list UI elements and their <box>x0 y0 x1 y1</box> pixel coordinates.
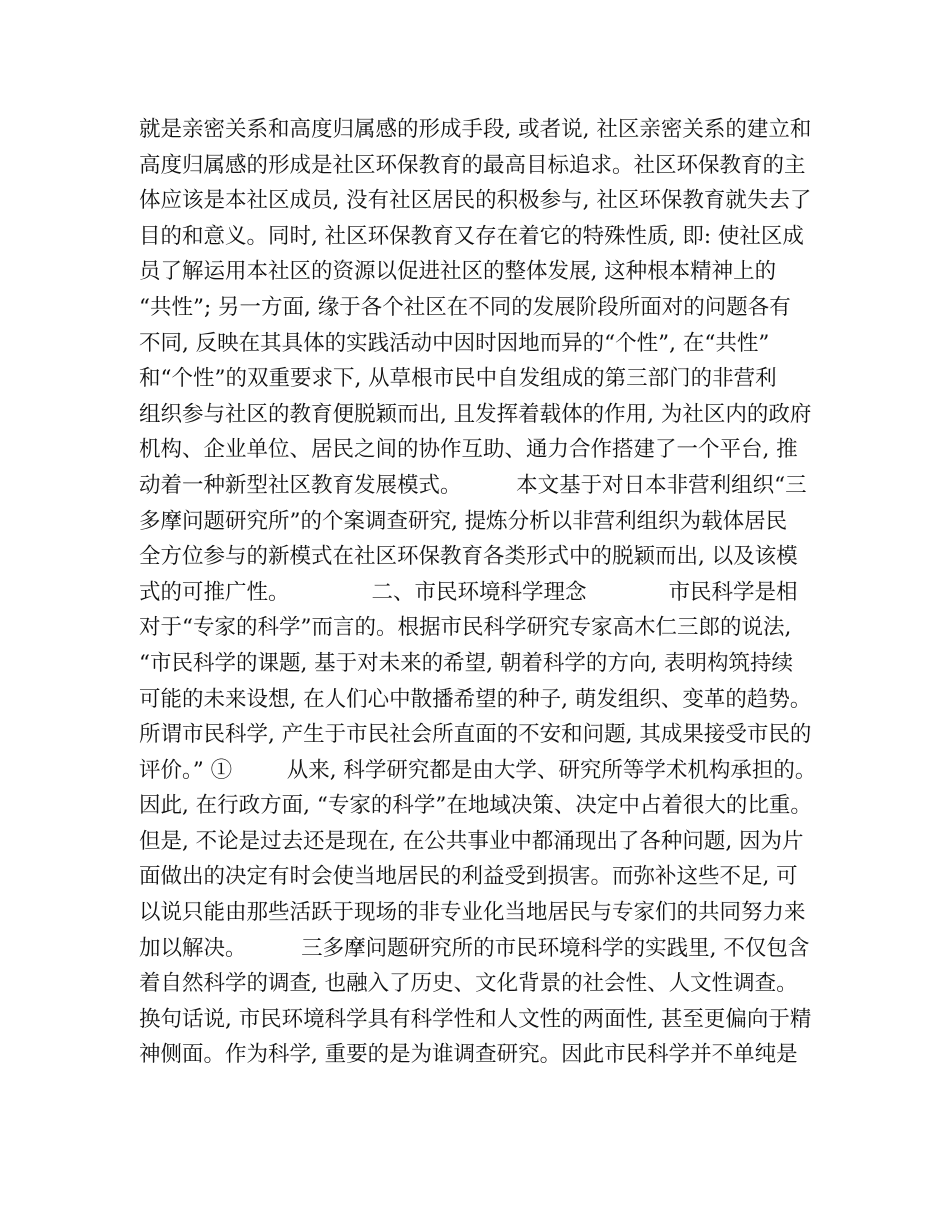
text-line: 组织参与社区的教育便脱颖而出, 且发挥着载体的作用, 为社区内的政府 <box>139 401 812 427</box>
text-line: 员了解运用本社区的资源以促进社区的整体发展, 这种根本精神上的 <box>139 259 777 285</box>
text-line: 就是亲密关系和高度归属感的形成手段, 或者说, 社区亲密关系的建立和 <box>139 117 812 142</box>
text-line: 高度归属感的形成是社区环保教育的最高目标追求。社区环保教育的主 <box>139 152 806 178</box>
text-line: 换句话说, 市民环境科学具有科学性和人文性的两面性, 甚至更偏向于精 <box>139 1006 812 1032</box>
text-line: 多摩问题研究所”的个案调查研究, 提炼分析以非营利组织为载体居民 <box>139 508 788 534</box>
text-line: 加以解决。 三多摩问题研究所的市民环境科学的实践里, 不仅包含 <box>139 935 810 961</box>
text-line: “共性”; 另一方面, 缘于各个社区在不同的发展阶段所面对的问题各有 <box>139 294 791 320</box>
text-line: 因此, 在行政方面, “专家的科学”在地域决策、决定中占着很大的比重。 <box>139 793 812 819</box>
text-line: 面做出的决定有时会使当地居民的利益受到损害。而弥补这些不足, 可 <box>139 864 798 890</box>
text-line: 动着一种新型社区教育发展模式。 本文基于对日本非营利组织“三 <box>139 472 807 498</box>
text-line: 着自然科学的调查, 也融入了历史、文化背景的社会性、人文性调查。 <box>139 971 798 997</box>
text-line: “市民科学的课题, 基于对未来的希望, 朝着科学的方向, 表明构筑持续 <box>139 650 793 676</box>
text-line: 全方位参与的新模式在社区环保教育各类形式中的脱颖而出, 以及该模 <box>139 544 798 570</box>
text-line: 但是, 不论是过去还是现在, 在公共事业中都涌现出了各种问题, 因为片 <box>139 828 804 854</box>
body-text <box>139 112 839 1073</box>
text-line: 以说只能由那些活跃于现场的非专业化当地居民与专家们的共同努力来 <box>139 900 806 926</box>
text-line: 和“个性”的双重要求下, 从草根市民中自发组成的第三部门的非营利 <box>139 366 777 392</box>
text-line: 式的可推广性。 二、市民环境科学理念 市民科学是相 <box>139 579 798 605</box>
text-line: 机构、企业单位、居民之间的协作互助、通力合作搭建了一个平台, 推 <box>139 437 798 463</box>
text-line: 评价。” ① 从来, 科学研究都是由大学、研究所等学术机构承担的。 <box>139 757 817 783</box>
text-line: 可能的未来设想, 在人们心中散播希望的种子, 萌发组织、变革的趋势。 <box>139 686 812 712</box>
text-line: 不同, 反映在其具体的实践活动中因时因地而异的“个性”, 在“共性” <box>139 330 770 356</box>
text-line: 神侧面。作为科学, 重要的是为谁调查研究。因此市民科学并不单纯是 <box>139 1042 798 1068</box>
text-line: 体应该是本社区成员, 没有社区居民的积极参与, 社区环保教育就失去了 <box>139 188 812 214</box>
text-line: 所谓市民科学, 产生于市民社会所直面的不安和问题, 其成果接受市民的 <box>139 722 812 748</box>
text-line: 对于“专家的科学”而言的。根据市民科学研究专家高木仁三郎的说法, <box>139 615 792 641</box>
text-line: 目的和意义。同时, 社区环保教育又存在着它的特殊性质, 即: 使社区成 <box>139 223 804 249</box>
